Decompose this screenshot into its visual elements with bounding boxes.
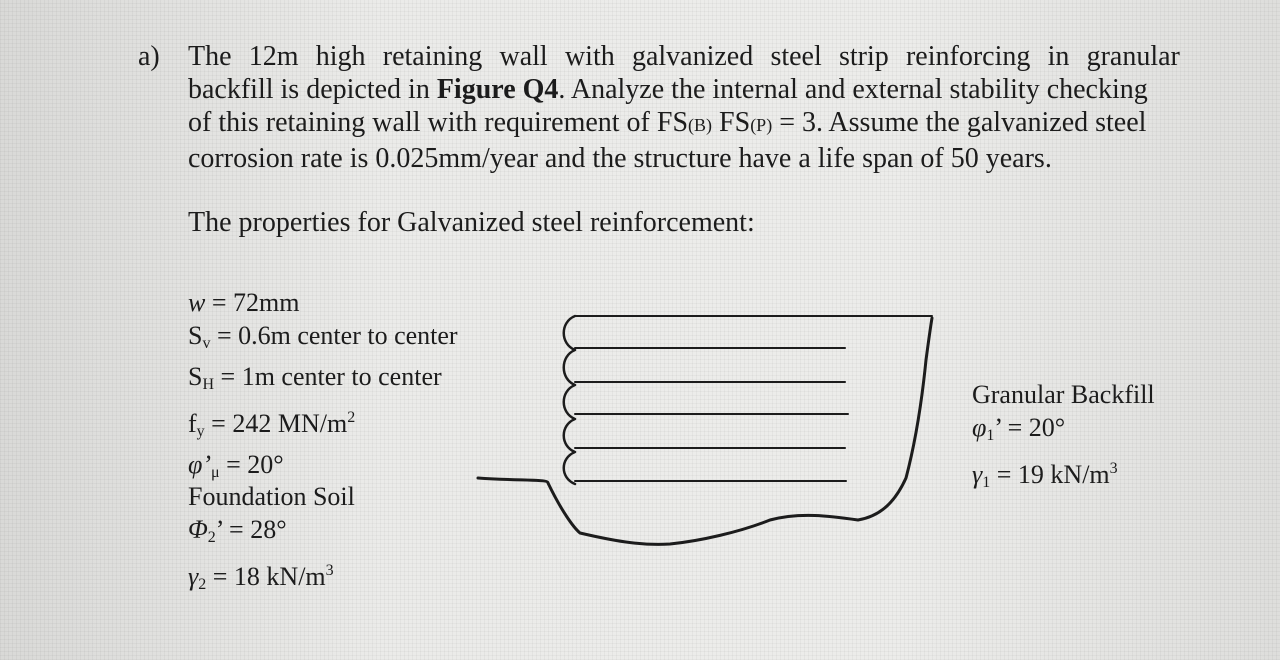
backfill-title: Granular Backfill (972, 380, 1155, 409)
superscript: 3 (1109, 460, 1118, 477)
word: wall (499, 41, 548, 72)
value: = 19 kN/m (990, 460, 1110, 489)
wall-facing (564, 316, 575, 484)
line-text: of this retaining wall with requirement of FS (188, 107, 689, 138)
value: = 1m center to center (214, 362, 442, 391)
word: granular (1086, 41, 1180, 72)
subscript: (P) (750, 115, 773, 135)
symbol: S (188, 362, 203, 391)
subscript: (B) (688, 115, 713, 135)
value: = 72mm (205, 288, 300, 317)
value: = 0.6m center to center (210, 321, 458, 350)
subscript: 1 (986, 427, 995, 444)
subscript: H (202, 376, 215, 393)
symbol: S (188, 321, 203, 350)
word: 12m (248, 41, 299, 72)
properties-heading: The properties for Galvanized steel reinforcement: (188, 207, 755, 238)
symbol: w (188, 288, 206, 317)
figure-reference: Figure Q4 (436, 74, 559, 105)
subscript: y (196, 423, 205, 440)
word: reinforcing (905, 41, 1031, 72)
word: steel (770, 41, 822, 72)
superscript: 2 (347, 409, 356, 426)
question-marker: a) (138, 41, 160, 72)
word: galvanized (631, 41, 754, 72)
subscript: 2 (198, 576, 207, 593)
foundation-title: Foundation Soil (188, 482, 355, 511)
symbol: φ’ (188, 450, 212, 479)
subscript: 2 (207, 529, 216, 546)
backfill-outline (478, 318, 932, 544)
symbol: f (188, 409, 197, 438)
line-text: = 3. Assume the galvanized steel (772, 107, 1147, 138)
word: retaining (382, 41, 483, 72)
value: ’ = 28° (215, 515, 287, 544)
word: strip (838, 41, 889, 72)
symbol: γ (972, 460, 983, 489)
value: ’ = 20° (994, 413, 1066, 442)
superscript: 3 (325, 562, 334, 579)
word: high (315, 41, 366, 72)
word: with (564, 41, 615, 72)
subscript: μ (211, 464, 220, 481)
subscript: v (202, 335, 211, 352)
symbol: γ (188, 562, 199, 591)
value: = 18 kN/m (206, 562, 326, 591)
value: = 20° (219, 450, 284, 479)
line-text: . Analyze the internal and external stability checking (558, 74, 1148, 105)
symbol: φ (972, 413, 987, 442)
line-text: FS (712, 107, 751, 138)
value: = 242 MN/m (204, 409, 348, 438)
question-line-4: corrosion rate is 0.025mm/year and the structure have a life span of 50 years. (188, 143, 1052, 174)
word: in (1047, 41, 1070, 72)
subscript: 1 (982, 474, 991, 491)
symbol: Φ (188, 515, 208, 544)
word: The (188, 41, 232, 72)
line-text: backfill is depicted in (188, 74, 430, 105)
